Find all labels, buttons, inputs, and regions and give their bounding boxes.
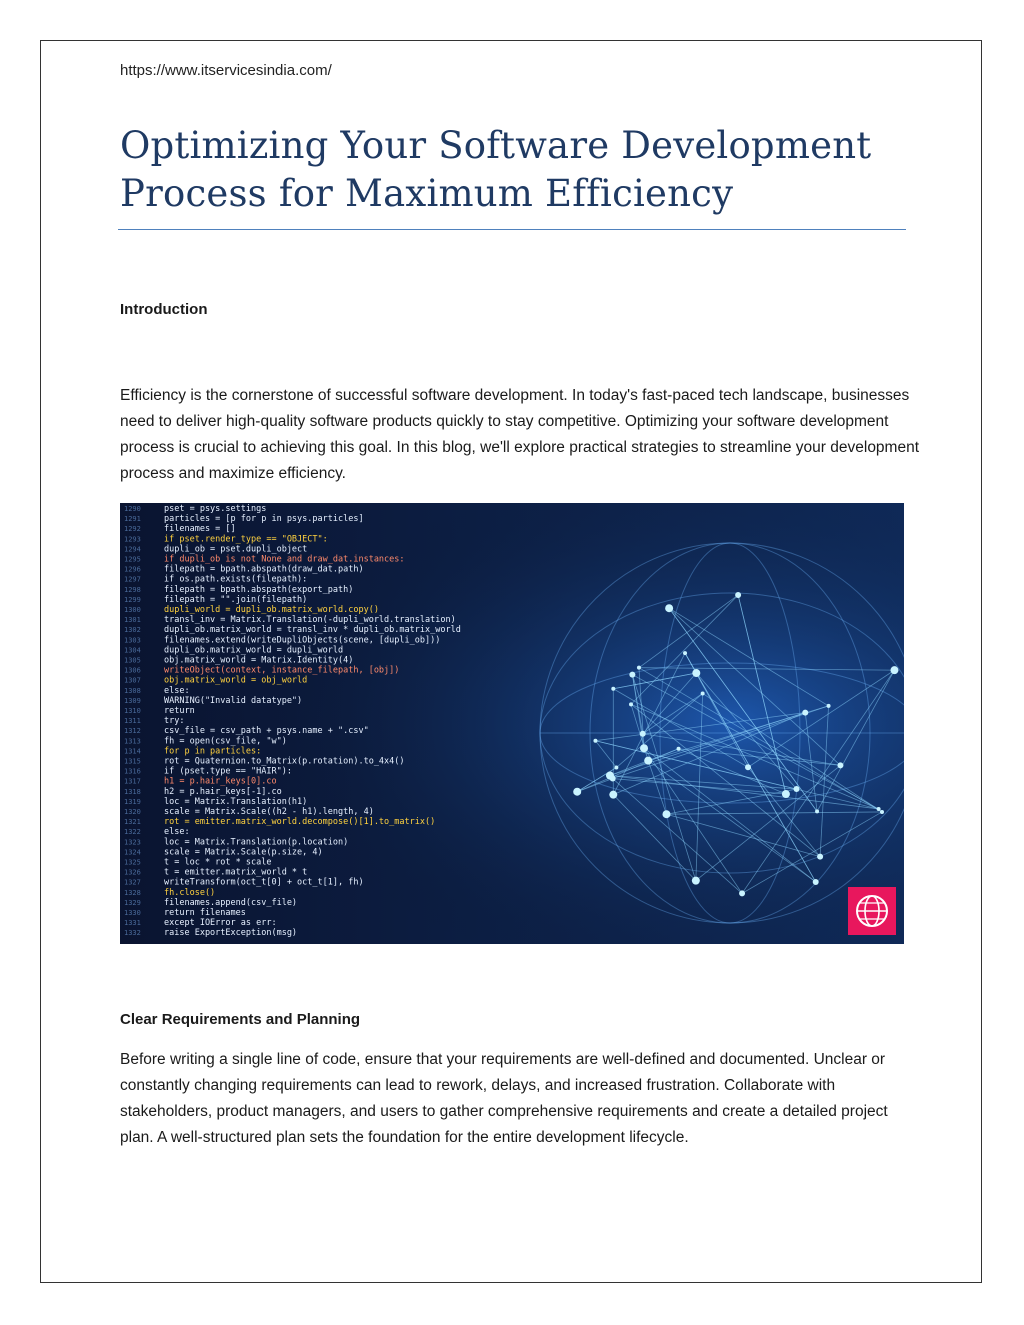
hero-image: [120, 503, 904, 944]
code-line: filepath = "".join(filepath): [164, 594, 308, 605]
section-heading-requirements: Clear Requirements and Planning: [120, 1011, 361, 1028]
code-line: dupli_world = dupli_ob.matrix_world.copy(): [164, 605, 379, 615]
code-line: t = emitter.matrix_world * t: [164, 867, 308, 878]
code-line-number: 1300: [124, 606, 141, 614]
code-line: dupli_ob.matrix_world = dupli_world: [164, 645, 344, 656]
code-line-number: 1331: [124, 919, 141, 928]
section-heading-introduction: Introduction: [120, 301, 208, 318]
code-line-number: 1325: [124, 858, 141, 867]
code-line-number: 1316: [124, 767, 141, 776]
code-line-number: 1292: [124, 525, 141, 534]
code-line-number: 1328: [124, 888, 141, 897]
code-line-number: 1330: [124, 909, 141, 917]
code-line: filenames.extend(writeDupliObjects(scene, [dupli_ob])): [164, 635, 441, 646]
source-url: https://www.itservicesindia.com/: [120, 62, 332, 79]
network-node: [644, 757, 652, 765]
code-line: if pset.render_type == "OBJECT":: [164, 534, 328, 545]
code-line-number: 1313: [124, 737, 141, 746]
code-line: writeTransform(oct_t[0] + oct_t[1], fh): [164, 877, 364, 888]
code-line-number: 1305: [124, 656, 141, 665]
code-line-number: 1323: [124, 838, 141, 847]
code-globe-illustration: [120, 503, 904, 944]
code-line-number: 1314: [124, 747, 141, 756]
network-node: [745, 764, 751, 770]
network-node: [794, 786, 800, 792]
network-node: [692, 877, 700, 885]
code-line-number: 1326: [124, 868, 141, 877]
network-node: [637, 666, 641, 670]
network-node: [692, 669, 700, 677]
code-line: raise ExportException(msg): [164, 928, 298, 939]
network-node: [890, 666, 898, 674]
globe-icon: [848, 887, 896, 935]
code-line: obj.matrix_world = obj_world: [164, 675, 308, 686]
code-line: else:: [164, 685, 190, 696]
network-node: [593, 739, 597, 743]
code-line: return filenames: [164, 908, 246, 918]
network-node: [877, 807, 881, 811]
code-line: return: [164, 706, 195, 716]
code-line-number: 1320: [124, 808, 141, 816]
code-line: pset = psys.settings: [164, 504, 267, 514]
code-line: if (pset.type == "HAIR"):: [164, 766, 292, 777]
code-line: particles = [p for p in psys.particles]: [164, 514, 364, 525]
network-node: [837, 762, 843, 768]
code-line-number: 1303: [124, 636, 141, 645]
code-line: else:: [164, 827, 190, 838]
code-line-number: 1307: [124, 676, 141, 685]
network-node: [880, 810, 884, 814]
network-node: [677, 747, 681, 751]
code-line: transl_inv = Matrix.Translation(-dupli_world.translation): [164, 615, 456, 626]
code-line-number: 1297: [124, 575, 141, 584]
code-line: csv_file = csv_path + psys.name + ".csv": [164, 726, 369, 737]
code-line-number: 1294: [124, 545, 141, 554]
network-node: [629, 702, 633, 706]
code-line: h2 = p.hair_keys[-1].co: [164, 786, 282, 797]
code-line: filenames.append(csv_file): [164, 897, 298, 908]
code-line: except IOError as err:: [164, 918, 277, 929]
code-line-number: 1327: [124, 878, 141, 887]
code-line: fh.close(): [164, 887, 216, 898]
network-node: [640, 731, 646, 737]
code-line-number: 1296: [124, 565, 141, 574]
code-line: filepath = bpath.abspath(export_path): [164, 584, 354, 595]
code-line-number: 1311: [124, 717, 141, 726]
code-line-number: 1301: [124, 616, 141, 625]
code-line-number: 1290: [124, 505, 141, 513]
network-node: [817, 854, 823, 860]
network-node: [665, 604, 673, 612]
code-line: for p in particles:: [164, 746, 262, 757]
code-line: if dupli_ob is not None and draw_dat.instances:: [164, 554, 405, 565]
title-underline: [118, 229, 906, 230]
network-node: [662, 810, 670, 818]
network-node: [573, 788, 581, 796]
network-node: [802, 710, 808, 716]
code-line: dupli_ob = pset.dupli_object: [164, 544, 308, 555]
network-node: [782, 790, 790, 798]
network-node: [815, 809, 819, 813]
network-node: [827, 704, 831, 708]
code-line-number: 1312: [124, 727, 141, 736]
code-line-number: 1304: [124, 646, 141, 655]
code-line-number: 1298: [124, 585, 141, 594]
network-node: [640, 744, 648, 752]
code-line-number: 1329: [124, 898, 141, 907]
code-line: filenames = []: [164, 524, 236, 535]
code-line: fh = open(csv_file, "w"): [164, 736, 287, 747]
code-line-number: 1324: [124, 848, 141, 857]
requirements-paragraph: Before writing a single line of code, ensure that your requirements are well-defined and documented. Unclear or constantly changing requirements can lead to rework, delays, and increased frustration. Collaborate with stakeholders, product managers, and users to gather comprehensive requirements and create a detailed project plan. A well-structured plan sets the foundation for the entire development lifecycle.: [120, 1051, 888, 1146]
code-line-number: 1309: [124, 696, 141, 705]
code-line: loc = Matrix.Translation(p.location): [164, 837, 349, 848]
code-line: loc = Matrix.Translation(h1): [164, 796, 308, 807]
code-line: rot = Quaternion.to_Matrix(p.rotation).to_4x4(): [164, 756, 405, 767]
code-line-number: 1321: [124, 818, 141, 827]
code-line: obj.matrix_world = Matrix.Identity(4): [164, 655, 354, 666]
code-line: scale = Matrix.Scale((h2 - h1).length, 4): [164, 807, 374, 817]
code-line: dupli_ob.matrix_world = transl_inv * dupli_ob.matrix_world: [164, 625, 461, 636]
code-line-number: 1295: [124, 555, 141, 564]
code-line: t = loc * rot * scale: [164, 857, 272, 868]
network-node: [701, 691, 705, 695]
network-node: [611, 687, 615, 691]
code-line-number: 1322: [124, 828, 141, 837]
network-node: [610, 776, 616, 782]
code-line: WARNING("Invalid datatype"): [164, 695, 303, 706]
code-line-number: 1291: [124, 515, 141, 524]
code-line-number: 1319: [124, 797, 141, 806]
code-line: if os.path.exists(filepath):: [164, 574, 308, 585]
code-line-number: 1299: [124, 595, 141, 604]
code-line-number: 1317: [124, 777, 141, 786]
code-line-number: 1315: [124, 757, 141, 766]
code-line-number: 1310: [124, 707, 141, 715]
code-line-number: 1302: [124, 626, 141, 635]
network-node: [813, 879, 819, 885]
code-line: scale = Matrix.Scale(p.size, 4): [164, 847, 323, 858]
network-node: [683, 651, 687, 655]
code-line: rot = emitter.matrix_world.decompose()[1].to_matrix(): [164, 817, 436, 828]
intro-paragraph: Efficiency is the cornerstone of successful software development. In today's fast-paced tech landscape, businesses need to deliver high-quality software products quickly to stay competitive. Optimizing your software development process is crucial to achieving this goal. In this blog, we'll explore practical strategies to streamline your development process and maximize efficiency.: [120, 387, 920, 482]
network-node: [614, 766, 618, 770]
code-line: filepath = bpath.abspath(draw_dat.path): [164, 564, 364, 575]
code-line-number: 1293: [124, 535, 141, 544]
network-node: [629, 672, 635, 678]
network-node: [739, 890, 745, 896]
code-line-number: 1332: [124, 929, 141, 938]
code-line: try:: [164, 716, 185, 727]
code-line: writeObject(context, instance_filepath, [obj]): [164, 665, 400, 676]
network-node: [609, 791, 617, 799]
network-node: [735, 592, 741, 598]
code-line-number: 1318: [124, 787, 141, 796]
code-line: h1 = p.hair_keys[0].co: [164, 776, 277, 787]
code-line-number: 1306: [124, 666, 141, 675]
page-title: Optimizing Your Software Development Process for Maximum Efficiency: [120, 124, 872, 215]
code-line-number: 1308: [124, 686, 141, 695]
